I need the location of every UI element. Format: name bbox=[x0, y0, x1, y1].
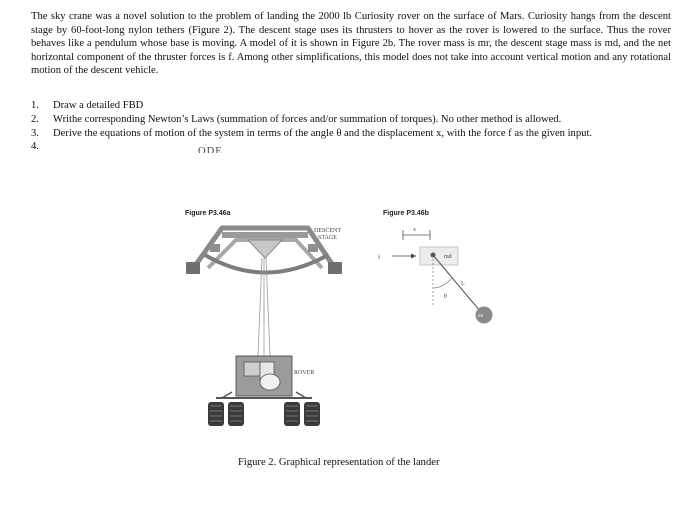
list-item-number: 2. bbox=[31, 113, 39, 125]
L-label: L bbox=[461, 281, 465, 287]
truncated-text-line: ODE bbox=[198, 147, 223, 153]
md-label: md bbox=[444, 254, 452, 260]
problem-statement: The sky crane was a novel solution to the problem of landing the 2000 lb Curiosity rover on the surface of Mars. Curiosity hangs from the descent stage by 60-foot-long nylon tethers (Figure 2). The descent stage uses its thrusters to hover as the rover is lowered to the surface. Thus the rover behaves like a pendulum whose base is moving. A model of it is shown in Figure 2b. The rover mass is mr, the descent stage mass is md, and the net horizontal component of the thruster forces is f. Among other simplifications, this model does not take into account vertical motion and any rotational motion of the descent vehicle. bbox=[31, 11, 671, 76]
figure-caption: Figure 2. Graphical representation of the lander bbox=[238, 457, 440, 468]
f-label: f bbox=[378, 255, 380, 261]
list-item-text: Draw a detailed FBD bbox=[53, 100, 144, 111]
theta-arc bbox=[433, 278, 452, 288]
mr-label: mr bbox=[478, 314, 484, 319]
x-label: x bbox=[413, 227, 416, 233]
list-item-number: 1. bbox=[31, 100, 39, 111]
rover-label: ROVER bbox=[294, 370, 315, 376]
force-arrow bbox=[392, 254, 416, 259]
theta-label: θ bbox=[444, 294, 447, 300]
list-item-number: 4. bbox=[31, 141, 39, 153]
list-item-text: Derive the equations of motion of the system in terms of the angle θ and the displacement x, with the force f as the given input. bbox=[53, 127, 593, 139]
list-item-text: Writhe corresponding Newton’s Laws (summation of forces and/or summation of torques). No other method is allowed. bbox=[53, 113, 562, 125]
descent-stage-label: DESCENT STAGE bbox=[314, 228, 341, 241]
figure-b-label: Figure P3.46b bbox=[383, 210, 429, 217]
list-item-number: 3. bbox=[31, 127, 39, 139]
x-dimension bbox=[403, 230, 430, 240]
figure-a-label: Figure P3.46a bbox=[185, 210, 231, 217]
